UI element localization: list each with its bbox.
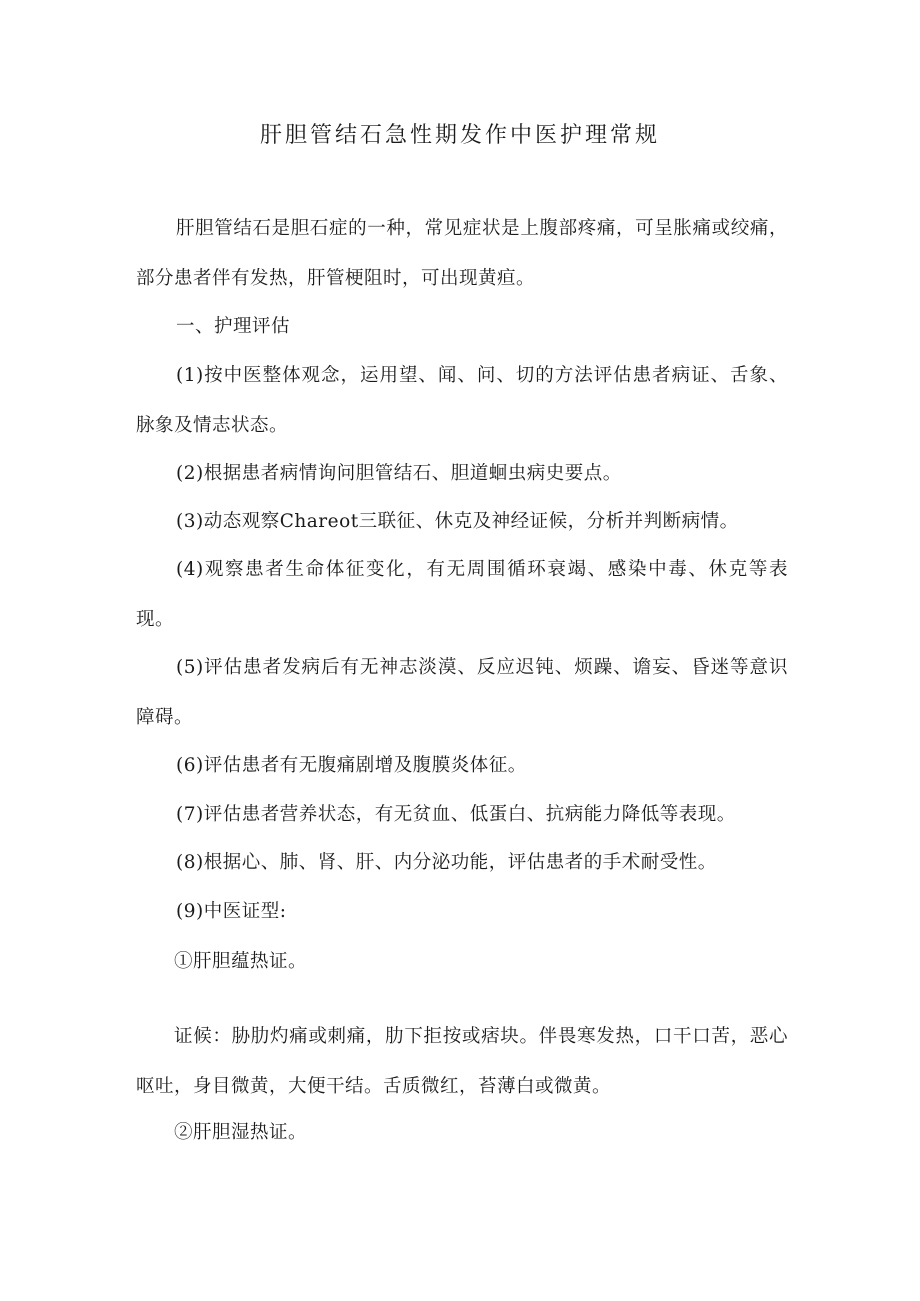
list-item: (3)动态观察Chareot三联征、休克及神经证候，分析并判断病情。 (176, 511, 739, 532)
syndrome-heading: ②肝胆湿热证。 (174, 1122, 308, 1143)
list-item: (6)评估患者有无腹痛剧增及腹膜炎体征。 (176, 755, 527, 776)
symptom-paragraph: 证候：胁肋灼痛或刺痛，肋下拒按或痞块。伴畏寒发热，口干口苦，恶心呕吐，身目微黄，大便干结。舌质微红，苔薄白或微黄。 (136, 1026, 788, 1097)
list-item: (2)根据患者病情询问胆管结石、胆道蛔虫病史要点。 (176, 463, 622, 484)
list-item: (7)评估患者营养状态，有无贫血、低蛋白、抗病能力降低等表现。 (176, 804, 736, 825)
page-title: 肝胆管结石急性期发作中医护理常规 (259, 123, 660, 148)
syndrome-heading: ①肝胆蕴热证。 (174, 951, 308, 972)
list-item: (1)按中医整体观念，运用望、闻、问、切的方法评估患者病证、舌象、脉象及情志状态。 (136, 365, 788, 436)
list-item: (4)观察患者生命体征变化，有无周围循环衰竭、感染中毒、休克等表现。 (136, 559, 788, 630)
section-heading: 一、护理评估 (176, 316, 291, 337)
list-item: (8)根据心、肺、肾、肝、内分泌功能，评估患者的手术耐受性。 (176, 852, 717, 873)
intro-paragraph: 肝胆管结石是胆石症的一种，常见症状是上腹部疼痛，可呈胀痛或绞痛，部分患者伴有发热，肝管梗阻时，可出现黄疸。 (136, 218, 788, 289)
list-item: (9)中医证型: (176, 901, 287, 922)
list-item: (5)评估患者发病后有无神志淡漠、反应迟钝、烦躁、谵妄、昏迷等意识障碍。 (136, 657, 788, 728)
